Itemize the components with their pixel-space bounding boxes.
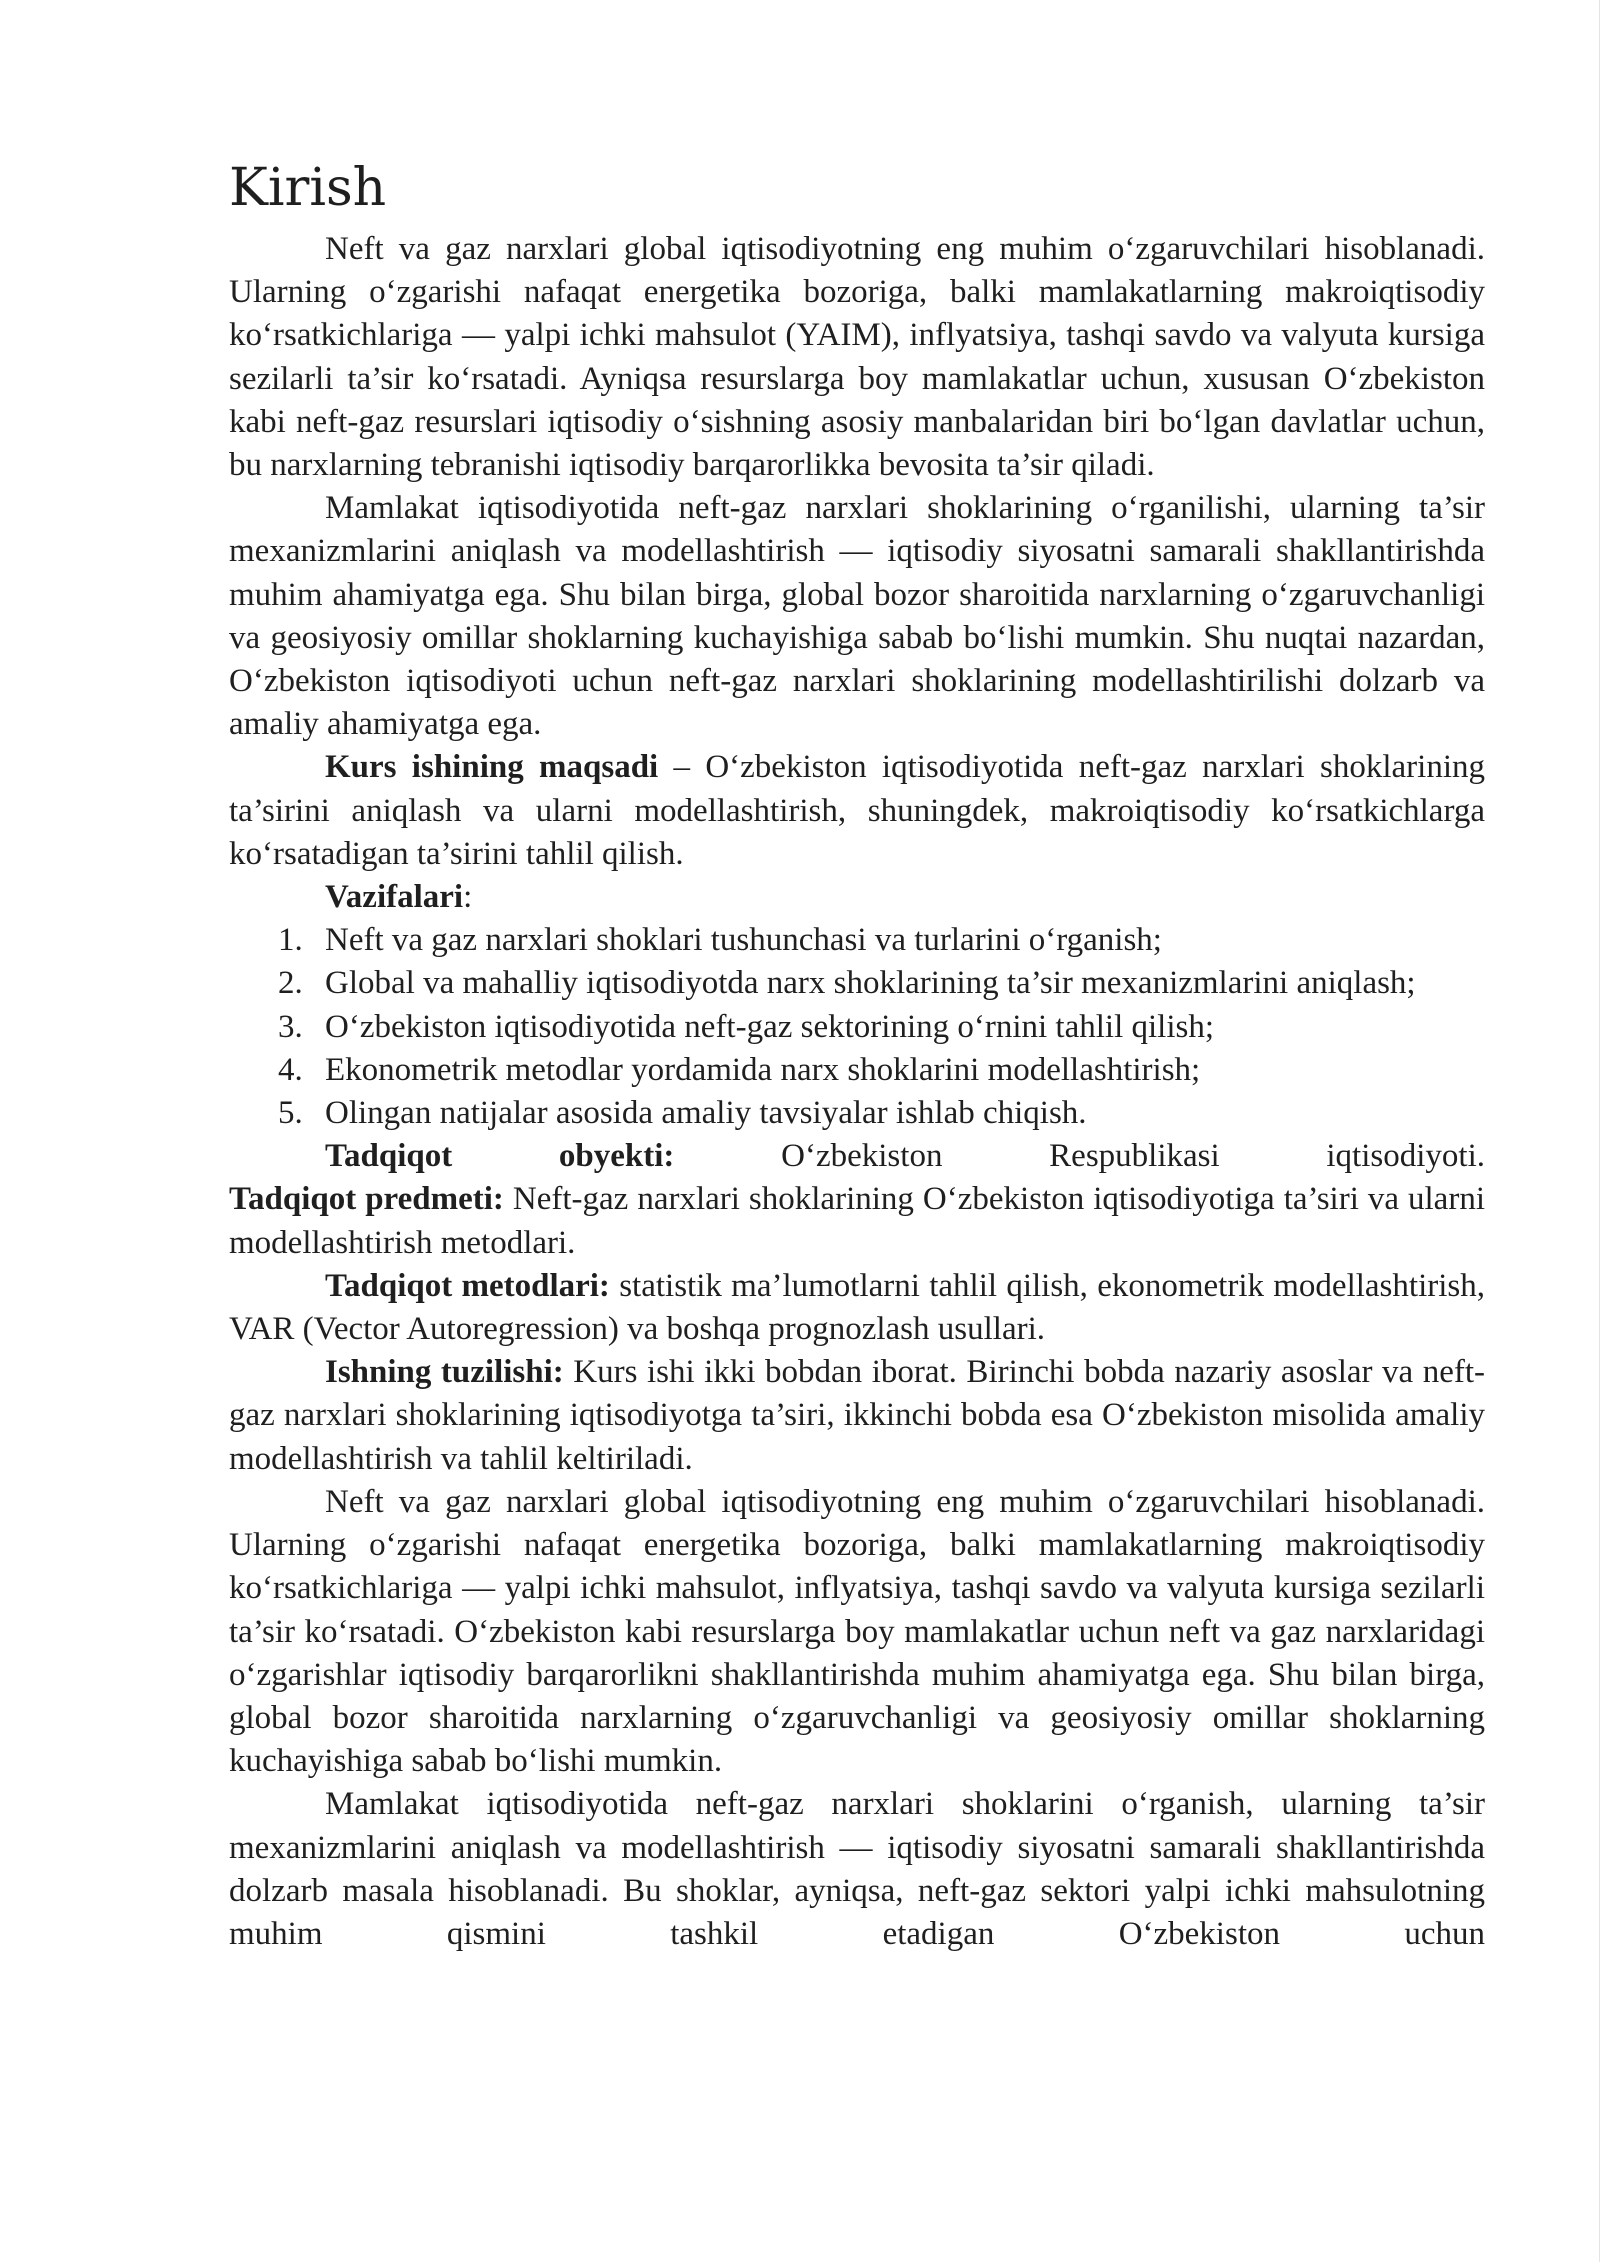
list-item-text: Neft va gaz narxlari shoklari tushunchasi va turlarini o‘rganish; [325, 922, 1162, 959]
list-item-text: Global va mahalliy iqtisodiyotda narx shoklarining ta’sir mexanizmlarini aniqlash; [325, 965, 1416, 1002]
list-item-text: Olingan natijalar asosida amaliy tavsiyalar ishlab chiqish. [325, 1095, 1087, 1132]
intro-paragraph-2: Mamlakat iqtisodiyotida neft-gaz narxlari shoklarining o‘rganilishi, ularning ta’sir mexanizmlarini aniqlash va modellashtirish — iqtisodiy siyosatni samarali shakllantirishda muhim ahamiyatga ega. Shu bilan birga, global bozor sharoitida narxlarning o‘zgaruvchanligi va geosiyosiy omillar shoklarning kuchayishiga sabab bo‘lishi mumkin. Shu nuqtai nazardan, O‘zbekiston iqtisodiyoti uchun neft-gaz narxlari shoklarining modellashtirilishi dolzarb va amaliy ahamiyatga ega. [229, 490, 1485, 743]
work-structure-paragraph [229, 1351, 1485, 1481]
list-item [278, 1049, 1485, 1092]
list-item-text: Ekonometrik metodlar yordamida narx shoklarini modellashtirish; [325, 1051, 1201, 1088]
research-subject-text: Neft-gaz narxlari shoklarining O‘zbekiston iqtisodiyotiga ta’siri va ularni modellashtirish metodlari. [229, 1181, 1485, 1261]
list-item [278, 962, 1485, 1005]
list-item-number: 2. [278, 965, 303, 1002]
body-paragraph-4: Mamlakat iqtisodiyotida neft-gaz narxlari shoklarini o‘rganish, ularning ta’sir mexanizmlarini aniqlash va modellashtirish — iqtisodiy siyosatni samarali shakllantirishda dolzarb masala hisoblanadi. Bu shoklar, ayniqsa, neft-gaz sektori yalpi ichki mahsulotning muhim qismini tashkil etadigan O‘zbekiston uchun [229, 1786, 1485, 1952]
goal-text: – O‘zbekiston iqtisodiyotida neft-gaz narxlari shoklarining ta’sirini aniqlash va ularni modellashtirish, shuningdek, makroiqtisodiy ko‘rsatkichlarga ko‘rsatadigan ta’sirini tahlil qilish. [229, 749, 1486, 872]
research-subject-paragraph [229, 1178, 1485, 1264]
research-methods-text: statistik ma’lumotlarni tahlil qilish, ekonometrik modellashtirish, VAR (Vector Autoregression) va boshqa prognozlash usullari. [229, 1267, 1485, 1348]
research-object-text: O‘zbekiston Respublikasi iqtisodiyoti. [674, 1138, 1485, 1175]
goal-label: Kurs ishining maqsadi [325, 749, 659, 786]
work-structure-text: Kurs ishi ikki bobdan iborat. Birinchi bobda nazariy asoslar va neft-gaz narxlari shoklarining iqtisodiyotga ta’siri, ikkinchi bobda esa O‘zbekiston misolida amaliy modellashtirish va tahlil keltiriladi. [229, 1354, 1485, 1477]
research-object-label: Tadqiqot obyekti: [325, 1138, 675, 1175]
list-item-number: 4. [278, 1051, 303, 1088]
tasks-colon: : [463, 879, 473, 916]
list-item-number: 3. [278, 1008, 303, 1045]
list-item [278, 1092, 1485, 1135]
tasks-heading [229, 876, 1485, 919]
body-paragraph-3: Neft va gaz narxlari global iqtisodiyotning eng muhim o‘zgaruvchilari hisoblanadi. Ularning o‘zgarishi nafaqat energetika bozoriga, balki mamlakatlarning makroiqtisodiy ko‘rsatkichlariga — yalpi ichki mahsulot, inflyatsiya, tashqi savdo va valyuta kursiga sezilarli ta’sir ko‘rsatadi. O‘zbekiston kabi resurslarga boy mamlakatlar uchun neft va gaz narxlaridagi o‘zgarishlar iqtisodiy barqarorlikni shakllantirishda muhim ahamiyatga ega. Shu bilan birga, global bozor sharoitida narxlarning o‘zgaruvchanligi va geosiyosiy omillar shoklarning kuchayishiga sabab bo‘lishi mumkin. [229, 1483, 1485, 1780]
tasks-list [229, 919, 1485, 1135]
list-item-number: 1. [278, 922, 303, 959]
tasks-label: Vazifalari [325, 879, 464, 916]
list-item-number: 5. [278, 1095, 303, 1132]
goal-paragraph [229, 746, 1485, 876]
research-subject-label: Tadqiqot predmeti: [229, 1181, 504, 1218]
page-content [229, 148, 1485, 1956]
list-item [278, 1006, 1485, 1049]
research-methods-label: Tadqiqot metodlari: [325, 1267, 610, 1304]
list-item-text: O‘zbekiston iqtisodiyotida neft-gaz sektorining o‘rnini tahlil qilish; [325, 1008, 1215, 1045]
list-item [278, 919, 1485, 962]
research-methods-paragraph [229, 1265, 1485, 1351]
page-title: Kirish [229, 158, 387, 218]
research-object-paragraph [229, 1135, 1485, 1178]
work-structure-label: Ishning tuzilishi: [325, 1354, 564, 1391]
intro-paragraph-1: Neft va gaz narxlari global iqtisodiyotning eng muhim o‘zgaruvchilari hisoblanadi. Ularning o‘zgarishi nafaqat energetika bozoriga, balki mamlakatlarning makroiqtisodiy ko‘rsatkichlariga — yalpi ichki mahsulot (YAIM), inflyatsiya, tashqi savdo va valyuta kursiga sezilarli ta’sir ko‘rsatadi. Ayniqsa resurslarga boy mamlakatlar uchun, xususan O‘zbekiston kabi neft-gaz resurslari iqtisodiy o‘sishning asosiy manbalaridan biri bo‘lgan davlatlar uchun, bu narxlarning tebranishi iqtisodiy barqarorlikka bevosita ta’sir qiladi. [229, 231, 1485, 484]
